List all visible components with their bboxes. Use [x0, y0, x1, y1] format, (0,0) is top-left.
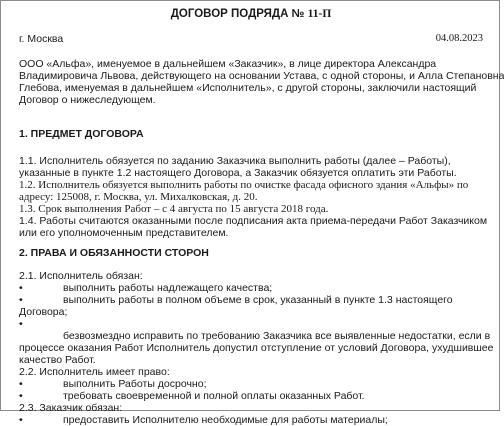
clause-1-1-line-1: 1.1. Исполнитель обязуется по заданию Заказчика выполнить работы (далее – Работы),: [19, 155, 451, 167]
list-item-early: выполнить Работы досрочно;: [63, 378, 207, 390]
document-title: [1, 7, 501, 21]
clause-1-1-line-2: указанные в пункте 1.2 настоящего Договора, а Заказчик обязуется оплатить эти Работы.: [19, 167, 457, 179]
section-2-heading: 2. ПРАВА И ОБЯЗАННОСТИ СТОРОН: [19, 247, 209, 259]
title-prefix: ДОГОВОР ПОДРЯДА №: [170, 8, 308, 20]
list-item-defects-line-1: безвозмездно исправить по требованию Заказчика все выявленные недостатки, если в: [63, 330, 491, 342]
clause-1-4-line-1: 1.4. Работы считаются оказанными после подписания акта приема-передачи Работ Заказчиком: [19, 215, 488, 227]
intro-line-3: Глебова, именуемая в дальнейшем «Исполнитель», с другой стороны, заключили настоящий: [19, 82, 477, 94]
clause-2-2: 2.2. Исполнитель имеет право:: [19, 366, 170, 378]
clause-1-4-line-2: или его уполномоченным представителем.: [19, 227, 229, 239]
intro-line-1: ООО «Альфа», именуемое в дальнейшем «Заказчик», в лице директора Александра: [19, 58, 437, 70]
bullet-marker: •: [19, 414, 23, 426]
bullet-marker: •: [19, 294, 23, 306]
clause-2-1: 2.1. Исполнитель обязан:: [19, 270, 143, 282]
contract-city: г. Москва: [19, 33, 64, 45]
contract-date: 04.08.2023: [435, 33, 483, 44]
bullet-marker: •: [19, 282, 23, 294]
clause-1-3: 1.3. Срок выполнения Работ – с 4 августа по 15 августа 2018 года.: [19, 203, 329, 215]
intro-line-4: Договор о нижеследующем.: [19, 94, 156, 106]
list-item-full-scope-line-1: выполнить работы в полном объеме в срок, указанный в пункте 1.3 настоящего: [63, 294, 453, 306]
clause-1-2-line-2: адресу: 125008, г. Москва, ул. Михалковская, д. 20.: [19, 191, 258, 203]
list-item-materials: предоставить Исполнителю необходимые для работы материалы;: [63, 414, 388, 426]
section-1-heading: 1. ПРЕДМЕТ ДОГОВОРА: [19, 128, 144, 140]
bullet-marker: •: [19, 378, 23, 390]
clause-1-2-line-1: 1.2. Исполнитель обязуется выполнить работы по очистке фасада офисного здания «Альфы» по: [19, 179, 469, 191]
list-item-defects-line-3: качество Работ.: [19, 354, 96, 366]
intro-line-2: Владимировича Львова, действующего на основании Устава, с одной стороны, и Алла Степановна: [19, 70, 504, 82]
bullet-marker: •: [19, 318, 23, 330]
list-item-full-scope-line-2: Договора;: [19, 306, 68, 318]
bullet-marker: •: [19, 390, 23, 402]
title-number: 11-П: [307, 8, 332, 20]
clause-2-3: 2.3. Заказчик обязан:: [19, 402, 123, 414]
list-item-quality: выполнить работы надлежащего качества;: [63, 282, 273, 294]
list-item-defects-line-2: процессе оказания Работ Исполнитель допустил отступление от условий Договора, ухудшившее: [19, 342, 494, 354]
list-item-payment: требовать своевременной и полной оплаты оказанных Работ.: [63, 390, 365, 402]
